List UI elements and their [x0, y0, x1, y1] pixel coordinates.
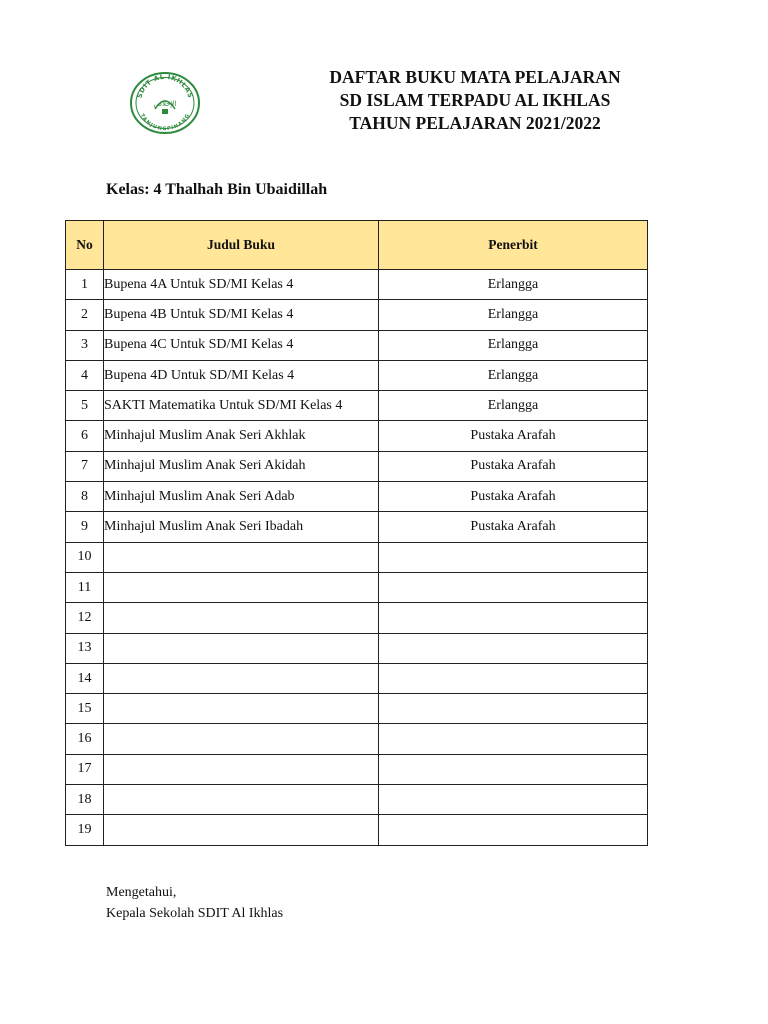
row-number-cell: 15 — [66, 694, 104, 724]
book-title-cell — [104, 754, 379, 784]
table-row — [66, 572, 648, 602]
table-row — [66, 603, 648, 633]
row-number-cell: 5 — [66, 391, 104, 421]
book-title-cell: Bupena 4A Untuk SD/MI Kelas 4 — [104, 270, 379, 300]
book-title-cell — [104, 542, 379, 572]
book-title-cell: Minhajul Muslim Anak Seri Adab — [104, 482, 379, 512]
row-number-cell: 4 — [66, 360, 104, 390]
book-title-cell: Bupena 4D Untuk SD/MI Kelas 4 — [104, 360, 379, 390]
header-judul-buku: Judul Buku — [104, 221, 379, 270]
publisher-cell — [379, 815, 648, 845]
table-row — [66, 754, 648, 784]
publisher-cell: Pustaka Arafah — [379, 451, 648, 481]
publisher-cell — [379, 724, 648, 754]
publisher-cell: Erlangga — [379, 360, 648, 390]
row-number-cell: 9 — [66, 512, 104, 542]
title-line-1: DAFTAR BUKU MATA PELAJARAN — [329, 67, 621, 87]
table-row — [66, 663, 648, 693]
publisher-cell: Pustaka Arafah — [379, 421, 648, 451]
publisher-cell: Pustaka Arafah — [379, 512, 648, 542]
publisher-cell — [379, 572, 648, 602]
logo-text-bottom: TANJUNGPINANG — [138, 112, 192, 133]
book-title-cell — [104, 572, 379, 602]
signature-line-2: Kepala Sekolah SDIT Al Ikhlas — [106, 906, 284, 921]
row-number-cell: 2 — [66, 300, 104, 330]
publisher-cell — [379, 785, 648, 815]
table-row — [66, 724, 648, 754]
table-row — [66, 633, 648, 663]
table-row — [66, 542, 648, 572]
table-row — [66, 785, 648, 815]
row-number-cell: 7 — [66, 451, 104, 481]
publisher-cell — [379, 754, 648, 784]
table-row — [66, 391, 648, 421]
table-header-row — [66, 221, 648, 270]
row-number-cell: 12 — [66, 603, 104, 633]
class-label: Kelas: 4 Thalhah Bin Ubaidillah — [106, 181, 328, 198]
school-seal-icon — [129, 71, 201, 135]
publisher-cell: Pustaka Arafah — [379, 482, 648, 512]
publisher-cell: Erlangga — [379, 300, 648, 330]
publisher-cell — [379, 694, 648, 724]
table-row — [66, 451, 648, 481]
title-line-3: TAHUN PELAJARAN 2021/2022 — [349, 113, 601, 133]
header-penerbit: Penerbit — [379, 221, 648, 270]
book-title-cell: SAKTI Matematika Untuk SD/MI Kelas 4 — [104, 391, 379, 421]
row-number-cell: 8 — [66, 482, 104, 512]
book-title-cell: Minhajul Muslim Anak Seri Ibadah — [104, 512, 379, 542]
table-row — [66, 360, 648, 390]
row-number-cell: 3 — [66, 330, 104, 360]
publisher-cell: Erlangga — [379, 270, 648, 300]
publisher-cell: Erlangga — [379, 391, 648, 421]
book-title-cell — [104, 724, 379, 754]
publisher-cell — [379, 603, 648, 633]
svg-text:SDIT AL IKHLAS — [136, 73, 195, 99]
table-row — [66, 300, 648, 330]
book-title-cell: Minhajul Muslim Anak Seri Akhlak — [104, 421, 379, 451]
book-title-cell: Bupena 4C Untuk SD/MI Kelas 4 — [104, 330, 379, 360]
publisher-cell — [379, 633, 648, 663]
book-title-cell — [104, 663, 379, 693]
row-number-cell: 14 — [66, 663, 104, 693]
row-number-cell: 19 — [66, 815, 104, 845]
row-number-cell: 13 — [66, 633, 104, 663]
book-title-cell — [104, 633, 379, 663]
publisher-cell: Erlangga — [379, 330, 648, 360]
title-line-2: SD ISLAM TERPADU AL IKHLAS — [339, 90, 611, 110]
table-row — [66, 421, 648, 451]
logo-arabic: الإخلاص — [153, 100, 177, 108]
book-title-cell: Minhajul Muslim Anak Seri Akidah — [104, 451, 379, 481]
row-number-cell: 17 — [66, 754, 104, 784]
signature-line-1: Mengetahui, — [106, 885, 177, 900]
row-number-cell: 16 — [66, 724, 104, 754]
row-number-cell: 1 — [66, 270, 104, 300]
document-title — [300, 66, 650, 135]
logo-text-top: SDIT AL IKHLAS — [135, 72, 195, 100]
table-row — [66, 330, 648, 360]
book-list-table — [65, 220, 648, 846]
table-row — [66, 694, 648, 724]
row-number-cell: 10 — [66, 542, 104, 572]
book-title-cell — [104, 815, 379, 845]
row-number-cell: 18 — [66, 785, 104, 815]
row-number-cell: 11 — [66, 572, 104, 602]
table-row — [66, 270, 648, 300]
header-no: No — [66, 221, 104, 270]
school-logo — [129, 71, 201, 135]
signature-block — [106, 882, 283, 924]
table-row — [66, 482, 648, 512]
table-row — [66, 815, 648, 845]
book-title-cell — [104, 694, 379, 724]
publisher-cell — [379, 542, 648, 572]
table-row — [66, 512, 648, 542]
book-title-cell: Bupena 4B Untuk SD/MI Kelas 4 — [104, 300, 379, 330]
book-title-cell — [104, 785, 379, 815]
book-title-cell — [104, 603, 379, 633]
row-number-cell: 6 — [66, 421, 104, 451]
publisher-cell — [379, 663, 648, 693]
